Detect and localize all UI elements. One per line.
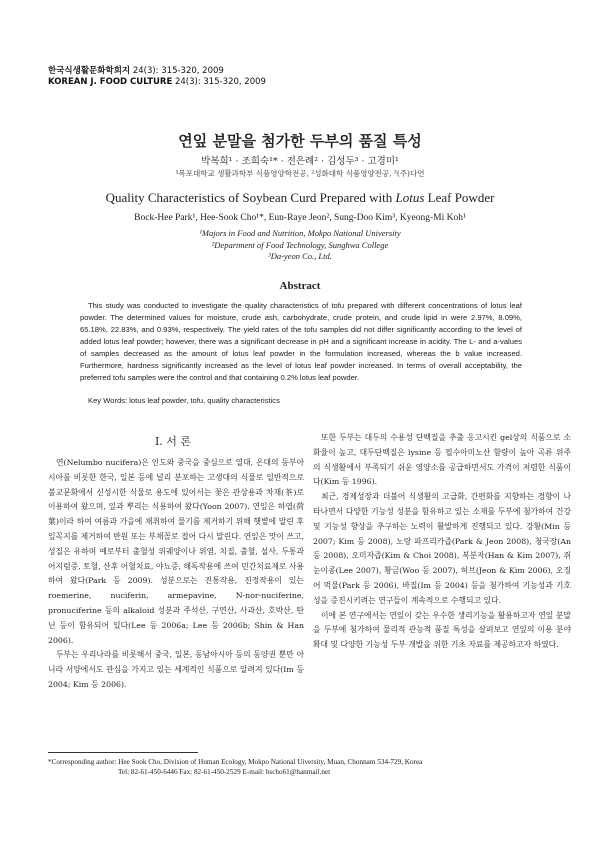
journal-ko-line: 한국식생활문화학회지 24(3): 315-320, 2009 [48, 66, 224, 76]
affiliation-3: ³Da-yeon Co., Ltd. [268, 251, 332, 261]
footnote-author-line: *Corresponding author: Hee Sook Cho, Division of Human Ecology, Mokpo National Uiversity, Muan, Chonnam 534-729, Korea [48, 758, 423, 766]
affiliation-2: ²Department of Food Technology, Sunghwa College [211, 239, 389, 250]
title-korean: 연잎 분말을 첨가한 두부의 품질 특성 [178, 132, 422, 150]
authors-english: Bock-Hee Park¹, Hee-Sook Cho¹*, Eun-Raye Jeon², Sung-Doo Kim³, Kyeong-Mi Koh¹ [134, 213, 466, 223]
authors-korean: 박복희¹ · 조희숙¹* · 전은례² · 김성두³ · 고경미¹ [201, 156, 399, 167]
journal-header [48, 66, 266, 88]
section-heading-introduction: Ⅰ. 서 론 [154, 435, 192, 448]
keywords: Key Words: lotus leaf powder, tofu, quality characteristics [88, 396, 280, 405]
body-column-left [48, 456, 304, 693]
body-paragraph: 이에 본 연구에서는 연잎이 갖는 우수한 생리기능을 활용하고자 연잎 분말을 두부에 첨가하여 물리적 관능적 품질 특성을 살펴보고 연잎의 이용 분야 확대 및 다양한 기능성 두부 개발을 위한 기초 자료를 제공하고자 하였다. [313, 610, 571, 650]
footnote-divider [48, 752, 198, 753]
journal-en-line: KOREAN J. FOOD CULTURE 24(3): 315-320, 2009 [48, 77, 266, 87]
affiliations-english [0, 228, 600, 263]
title-english: Quality Characteristics of Soybean Curd Prepared with Lotus Leaf Powder [105, 190, 495, 205]
footnote-contact-line: Tel: 82-61-450-6446 Fax: 82-61-450-2529 E-mail: hscho61@hanmail.net [118, 768, 331, 776]
body-column-right [313, 431, 571, 653]
abstract-heading: Abstract [279, 280, 321, 292]
affiliations-korean: ¹목포대학교 생활과학부 식품영양학전공, ²성화대학 식품영양전공, ³(주)다연 [175, 169, 425, 178]
affiliation-1: ¹Majors in Food and Nutrition, Mokpo National University [199, 228, 401, 238]
body-paragraph: 또한 두부는 대두의 수용성 단백질을 추출 응고시킨 gel상의 식품으로 소화율이 높고, 대두단백질은 lysine 등 필수아미노산 함량이 높아 곡류 위주의 식생활에서 부족되기 쉬운 영양소를 공급하면서도 가격이 저렴한 식품이다(Kim 등 1996). [313, 433, 571, 487]
body-paragraph: 두부는 우리나라를 비롯해서 중국, 일본, 동남아시아 등의 동양권 뿐만 아니라 서양에서도 관심을 가지고 있는 세계적인 식품으로 알려져 있다(Im 등 2004; Kim 등 2006). [48, 650, 304, 689]
abstract-text: This study was conducted to investigate the quality characteristics of tofu prepared with different concentrations of lotus leaf powder. The determined values for moisture, crude ash, carbohydrate, crude protein, and crude lipid in were 2.97%, 8.09%, 65.18%, 22.83%, and 0.93%, respectively. The yield rates of the tofu samples did not differ significantly according to the level of added lotus leaf powder; however, there was a significant decrease in pH and a significant increase in acidity. The L- and a-values of samples decreased as the amount of lotus leaf powder in the formulation increased, whereas the b value increased. Furthermore, hardness significantly increased as the level of lotus leaf powder increased. In terms of overall acceptability, the preferred tofu samples were the control and that containing 0.2% lotus leaf powder. [80, 301, 522, 382]
body-paragraph: 최근, 경제성장과 더불어 식생활의 고급화, 간편화를 지향하는 경향이 나타나면서 다양한 기능성 성분을 함유하고 있는 소재를 두부에 첨가하여 건강 및 기능성 향상을 추구하는 노력이 활발하게 진행되고 있다. 강황(Min 등 2007; Kim 등 2008), 노랑 파프리카즙(Park & Jeon 2008), 청국장(An 등 2008), 오미자즙(Kim & Choi 2008), 복분자(Han & Kim 2007), 쥐눈이콩(Lee 2007), 황금(Woo 등 2007), 허브(Jeon & Kim 2006), 오징어 먹물(Park 등 2006), 바질(Im 등 2004) 등을 첨가하여 기능성과 기호성을 증진시키려는 연구들이 계속적으로 수행되고 있다. [313, 492, 571, 605]
corresponding-author-footnote [48, 757, 422, 777]
body-paragraph: 연(Nelumbo nucifera)은 인도와 중국을 중심으로 열대, 온대의 동부아시아를 비롯한 한국, 일본 등에 널리 분포하는 고생대의 식물로 일반적으로 불교문화에서 신성시한 식물로 용도에 있어서는 꽃은 관상용과 차재(茶)로 이용하여 왔으며, 잎과 뿌리는 식용하여 왔다(Yoon 2007). 연잎은 하엽(荷葉)이라 하여 여름과 가을에 채취하여 물기를 제거하기 위해 햇볕에 말린 후 잎꼭지를 제거하여 반원 또는 부채꼴로 접어 다시 말린다. 연잎은 맛이 쓰고, 성질은 유하며 예로부터 출혈성 위궤양이나 위염, 치질, 출혈, 설사, 두통과 어지럼증, 토혈, 산후 어혈치료, 야뇨증, 해독작용에 쓰여 민간치료제로 사용하여 왔다(Park 등 2009). 성분으로는 진통작용, 진정작용이 있는 roemerine, nuciferin, armepavine, N-nor-nuciferine, pronuciferine 등의 alkaloid 성분과 주석산, 구연산, 사과산, 호박산, 탄닌 등이 함유되어 있다(Lee 등 2006a; Lee 등 2006b; Shin & Han 2006). [48, 458, 304, 645]
